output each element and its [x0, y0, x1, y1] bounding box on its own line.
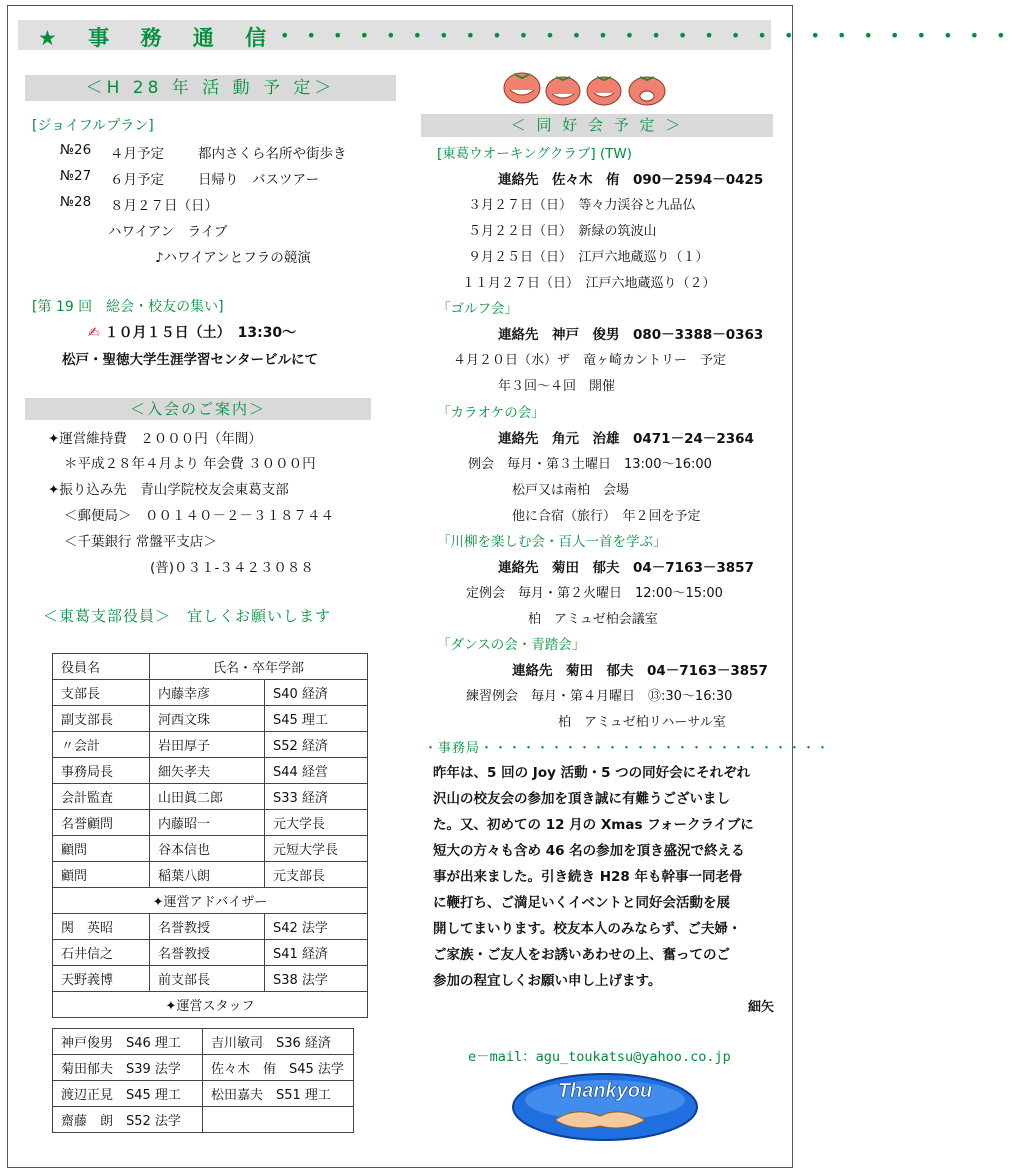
email-link[interactable]: e－mail：agu_toukatsu@yahoo.co.jp	[468, 1049, 731, 1065]
meeting-date: １０月１５日（土） 13:30～	[104, 325, 297, 341]
senryu-contact: 連絡先 菊田 郁夫 04－7163－3857	[498, 560, 754, 576]
staff-cell: 渡辺正見 S45 理工	[53, 1081, 203, 1107]
karaoke-contact: 連絡先 角元 治雄 0471－24－2364	[498, 431, 754, 447]
officers-table	[52, 653, 368, 1018]
karaoke-line: 他に合宿（旅行） 年２回を予定	[512, 509, 701, 524]
meeting-date-line	[88, 322, 296, 342]
pen-icon: ✍	[88, 325, 100, 341]
join-line: ＜千葉銀行 常盤平支店＞	[64, 534, 217, 550]
class-cell: S42 法学	[265, 914, 368, 940]
plan-28	[60, 194, 218, 214]
table-row	[53, 810, 368, 836]
office-heading: ・事務局・・・・・・・・・・・・・・・・・・・・・・・・・	[424, 741, 831, 756]
activity-heading: ＜H 28 年 活 動 予 定＞	[25, 75, 396, 101]
message-line: 参加の程宜しくお願い申し上げます。	[433, 973, 662, 989]
joyful-heading: [ジョイフルプラン]	[32, 118, 154, 134]
table-row	[53, 680, 368, 706]
class-cell: 元短大学長	[265, 836, 368, 862]
message-line: 沢山の校友会の参加を頂き誠に有難うございまし	[433, 791, 730, 807]
message-line: ご家族・ご友人をお誘いあわせの上、奮ってのご	[433, 947, 730, 963]
karaoke-line: 松戸又は南柏 会場	[512, 483, 630, 498]
join-line: ＜郵便局＞ ００１４０－２－３１８７４４	[64, 508, 334, 524]
name-cell: 稲葉八朗	[150, 862, 265, 888]
table-section-row	[53, 888, 368, 914]
staff-cell: 神戸俊男 S46 理工	[53, 1029, 203, 1055]
plan-28-detail: ハワイアン ライブ	[108, 224, 228, 240]
staff-cell: 佐々木 侑 S45 法学	[203, 1055, 354, 1081]
role-cell: 事務局長	[53, 758, 150, 784]
table-row	[53, 758, 368, 784]
dance-contact: 連絡先 菊田 郁夫 04－7163－3857	[512, 663, 768, 679]
officers-heading: ＜東葛支部役員＞ 宜しくお願いします	[43, 607, 332, 625]
walking-title: [東葛ウオーキングクラブ] (TW)	[437, 146, 633, 162]
walking-event: ９月２５日（日） 江戸六地蔵巡り（１）	[468, 250, 709, 265]
meeting-place: 松戸・聖徳大学生涯学習センタービルにて	[62, 352, 318, 368]
name-cell: 岩田厚子	[150, 732, 265, 758]
plan-27	[60, 168, 320, 188]
name-cell: 内藤幸彦	[150, 680, 265, 706]
role-cell: 支部長	[53, 680, 150, 706]
table-row	[53, 784, 368, 810]
header-cell: 役員名	[53, 654, 150, 680]
plan-no: №27	[60, 168, 92, 184]
plan-when: ８月２７日（日）	[110, 198, 218, 214]
name-cell: 細矢孝夫	[150, 758, 265, 784]
staff-cell	[203, 1107, 354, 1133]
class-cell: S52 経済	[265, 732, 368, 758]
join-line: ✦運営維持費 ２０００円（年間）	[48, 431, 262, 447]
page-title: ★ 事 務 通 信	[38, 26, 279, 50]
signature: 細矢	[748, 1000, 775, 1015]
plan-when: ４月予定	[110, 146, 164, 162]
header-dots: • • • • • • • • • • • • • • • • • • • • • • • • • • • •	[280, 26, 1012, 45]
message-line: 事が出来ました。引き続き H28 年も幹事一同老骨	[433, 869, 743, 885]
message-line: 短大の方々も含め 46 名の参加を頂き盛況で終える	[433, 843, 745, 859]
walking-event: １１月２７日（日） 江戸六地蔵巡り（２）	[462, 276, 716, 291]
golf-title: 「ゴルフ会」	[437, 301, 518, 317]
name-cell: 山田眞二郎	[150, 784, 265, 810]
role-cell: 名誉教授	[150, 940, 265, 966]
class-cell: S45 理工	[265, 706, 368, 732]
senryu-line: 柏 アミュゼ柏会議室	[528, 612, 658, 627]
table-row	[53, 706, 368, 732]
name-cell: 石井信之	[53, 940, 150, 966]
table-row	[53, 836, 368, 862]
join-heading: ＜入会のご案内＞	[25, 398, 371, 420]
table-row	[53, 940, 368, 966]
role-cell: 顧問	[53, 836, 150, 862]
table-section-row	[53, 992, 368, 1018]
class-cell: S38 法学	[265, 966, 368, 992]
message-line: た。又、初めての 12 月の Xmas フォークライブに	[433, 817, 754, 833]
plan-26	[60, 142, 347, 162]
plan-28-subtitle: ♪ハワイアンとフラの競演	[155, 250, 311, 266]
staff-cell: 菊田郁夫 S39 法学	[53, 1055, 203, 1081]
table-row	[53, 862, 368, 888]
office-message	[433, 760, 773, 994]
plan-no: №28	[60, 194, 92, 210]
dance-line: 柏 アミュゼ柏リハーサル室	[558, 715, 726, 730]
class-cell: 元大学長	[265, 810, 368, 836]
karaoke-line: 例会 毎月・第３土曜日 13:00～16:00	[468, 457, 712, 472]
class-cell: S41 経済	[265, 940, 368, 966]
class-cell: S40 経済	[265, 680, 368, 706]
table-row	[53, 732, 368, 758]
staff-heading: ✦運営スタッフ	[53, 992, 368, 1018]
plan-what: 都内さくら名所や街歩き	[198, 146, 347, 162]
dance-line: 練習例会 毎月・第４月曜日 ⑬:30～16:30	[466, 689, 733, 704]
tomato-faces-icon	[500, 66, 690, 108]
golf-contact: 連絡先 神戸 俊男 080－3388－0363	[498, 327, 764, 343]
name-cell: 天野義博	[53, 966, 150, 992]
golf-line: 年３回～４回 開催	[498, 379, 616, 394]
message-line: 昨年は、5 回の Joy 活動・5 つの同好会にそれぞれ	[433, 765, 751, 781]
role-cell: 〃会計	[53, 732, 150, 758]
class-cell: 元支部長	[265, 862, 368, 888]
meeting-heading: [第 19 回 総会・校友の集い]	[32, 299, 224, 315]
name-cell: 内藤昭一	[150, 810, 265, 836]
golf-line: ４月２０日（水）ザ 竜ヶ崎カントリー 予定	[453, 353, 727, 368]
message-line: に鞭打ち、ご満足いくイベントと同好会活動を展	[433, 895, 730, 911]
header-bar	[18, 20, 1012, 50]
staff-cell: 齋藤 朗 S52 法学	[53, 1107, 203, 1133]
club-heading: ＜ 同 好 会 予 定 ＞	[421, 114, 773, 137]
thankyou-text: Thankyou	[557, 1080, 653, 1102]
join-line: ✦振り込み先 青山学院校友会東葛支部	[48, 482, 289, 498]
role-cell: 顧問	[53, 862, 150, 888]
header-cell: 氏名・卒年学部	[150, 654, 368, 680]
class-cell: S33 経済	[265, 784, 368, 810]
thankyou-logo	[510, 1070, 700, 1142]
walking-contact: 連絡先 佐々木 侑 090－2594－0425	[498, 172, 764, 188]
walking-event: ５月２２日（日） 新緑の筑波山	[468, 224, 657, 239]
message-line: 開してまいります。校友本人のみならず、ご夫婦・	[433, 921, 742, 937]
role-cell: 副支部長	[53, 706, 150, 732]
join-line: ＊平成２８年４月より 年会費 ３０００円	[64, 456, 316, 472]
dance-title: 「ダンスの会・青踏会」	[437, 637, 586, 653]
karaoke-title: 「カラオケの会」	[437, 405, 545, 421]
senryu-line: 定例会 毎月・第２火曜日 12:00～15:00	[466, 586, 723, 601]
name-cell: 谷本信也	[150, 836, 265, 862]
join-line: (普)０３１-３４２３０８８	[150, 560, 314, 576]
plan-no: №26	[60, 142, 92, 158]
role-cell: 会計監査	[53, 784, 150, 810]
role-cell: 名誉顧問	[53, 810, 150, 836]
name-cell: 関 英昭	[53, 914, 150, 940]
name-cell: 河西文珠	[150, 706, 265, 732]
staff-cell: 松田嘉夫 S51 理工	[203, 1081, 354, 1107]
role-cell: 名誉教授	[150, 914, 265, 940]
plan-when: ６月予定	[110, 172, 164, 188]
plan-what: 日帰り バスツアー	[198, 172, 320, 188]
senryu-title: 「川柳を楽しむ会・百人一首を学ぶ」	[437, 534, 667, 550]
class-cell: S44 経営	[265, 758, 368, 784]
table-row	[53, 914, 368, 940]
walking-event: ３月２７日（日） 等々力渓谷と九品仏	[468, 198, 696, 213]
staff-cell: 吉川敏司 S36 経済	[203, 1029, 354, 1055]
table-header-row	[53, 654, 368, 680]
staff-grid	[52, 1028, 354, 1133]
role-cell: 前支部長	[150, 966, 265, 992]
advisor-heading: ✦運営アドバイザー	[53, 888, 368, 914]
table-row	[53, 966, 368, 992]
